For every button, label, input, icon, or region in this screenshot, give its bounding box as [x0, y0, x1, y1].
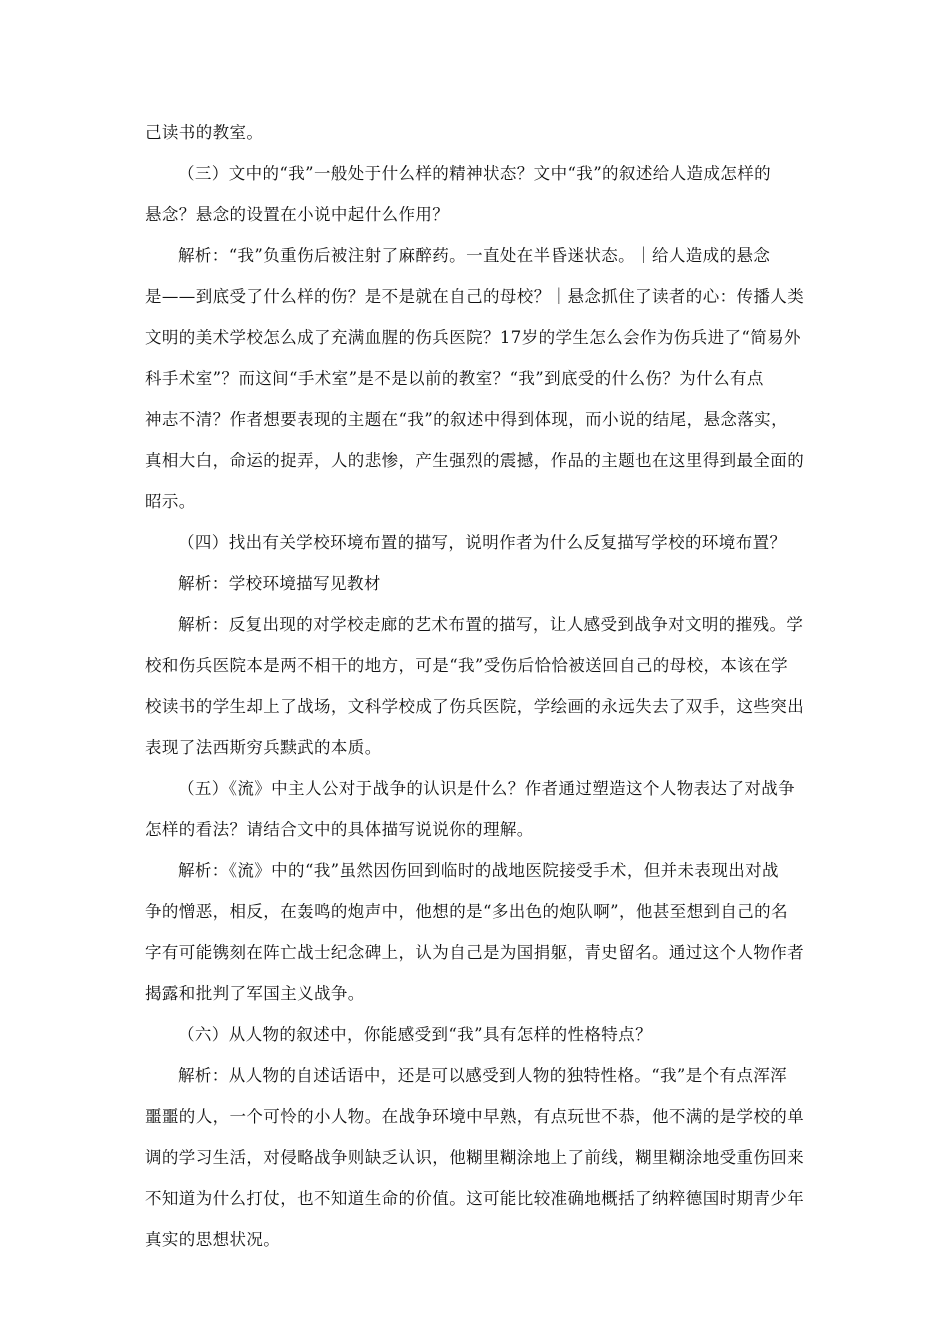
- analysis-paragraph: 解析：反复出现的对学校走廊的艺术布置的描写，让人感受到战争对文明的摧残。学: [178, 615, 804, 634]
- text-line: 文明的美术学校怎么成了充满血腥的伤兵医院？17岁的学生怎么会作为伤兵进了“简易外: [145, 328, 801, 347]
- question-four: （四）找出有关学校环境布置的描写，说明作者为什么反复描写学校的环境布置？: [178, 533, 787, 552]
- text-line: 真实的思想状况。: [145, 1230, 281, 1249]
- text-line: 揭露和批判了军国主义战争。: [145, 984, 365, 1003]
- text-line: 校和伤兵医院本是两不相干的地方，可是“我”受伤后恰恰被送回自己的母校，本该在学: [145, 656, 788, 675]
- text-line: 己读书的教室。: [145, 123, 264, 142]
- text-line: 校读书的学生却上了战场，文科学校成了伤兵医院，学绘画的永远失去了双手，这些突出: [145, 697, 805, 716]
- analysis-paragraph: 解析：“我”负重伤后被注射了麻醉药。一直处在半昏迷状态。｜给人造成的悬念: [178, 246, 771, 265]
- text-line: 怎样的看法？请结合文中的具体描写说说你的理解。: [145, 820, 534, 839]
- text-line: 表现了法西斯穷兵黩武的本质。: [145, 738, 382, 757]
- text-line: 真相大白，命运的捉弄，人的悲惨，产生强烈的震撼，作品的主题也在这里得到最全面的: [145, 451, 805, 470]
- text-line: 科手术室”？而这间“手术室”是不是以前的教室？“我”到底受的什么伤？为什么有点: [145, 369, 764, 388]
- text-line: 字有可能镌刻在阵亡战士纪念碑上，认为自己是为国捐躯，青史留名。通过这个人物作者: [145, 943, 805, 962]
- text-line: 神志不清？作者想要表现的主题在“我”的叙述中得到体现，而小说的结尾，悬念落实，: [145, 410, 788, 429]
- text-line: 悬念？悬念的设置在小说中起什么作用？: [145, 205, 450, 224]
- question-six: （六）从人物的叙述中，你能感受到“我”具有怎样的性格特点？: [178, 1025, 652, 1044]
- analysis-paragraph: 解析：《流》中的“我”虽然因伤回到临时的战地医院接受手术，但并未表现出对战: [178, 861, 779, 880]
- question-three: （三）文中的“我”一般处于什么样的精神状态？文中“我”的叙述给人造成怎样的: [178, 164, 772, 183]
- text-line: 是——到底受了什么样的伤？是不是就在自己的母校？｜悬念抓住了读者的心：传播人类: [145, 287, 805, 306]
- text-line: 调的学习生活，对侵略战争则缺乏认识，他糊里糊涂地上了前线，糊里糊涂地受重伤回来: [145, 1148, 805, 1167]
- question-five: （五）《流》中主人公对于战争的认识是什么？作者通过塑造这个人物表达了对战争: [178, 779, 796, 798]
- text-line: 争的憎恶，相反，在轰鸣的炮声中，他想的是“多出色的炮队啊”，他甚至想到自己的名: [145, 902, 788, 921]
- text-line: 不知道为什么打仗，也不知道生命的价值。这可能比较准确地概括了纳粹德国时期青少年: [145, 1189, 805, 1208]
- text-line: 昭示。: [145, 492, 196, 511]
- text-line: 噩噩的人，一个可怜的小人物。在战争环境中早熟，有点玩世不恭，他不满的是学校的单: [145, 1107, 805, 1126]
- analysis-paragraph: 解析：从人物的自述话语中，还是可以感受到人物的独特性格。“我”是个有点浑浑: [178, 1066, 788, 1085]
- analysis-paragraph: 解析：学校环境描写见教材: [178, 574, 381, 593]
